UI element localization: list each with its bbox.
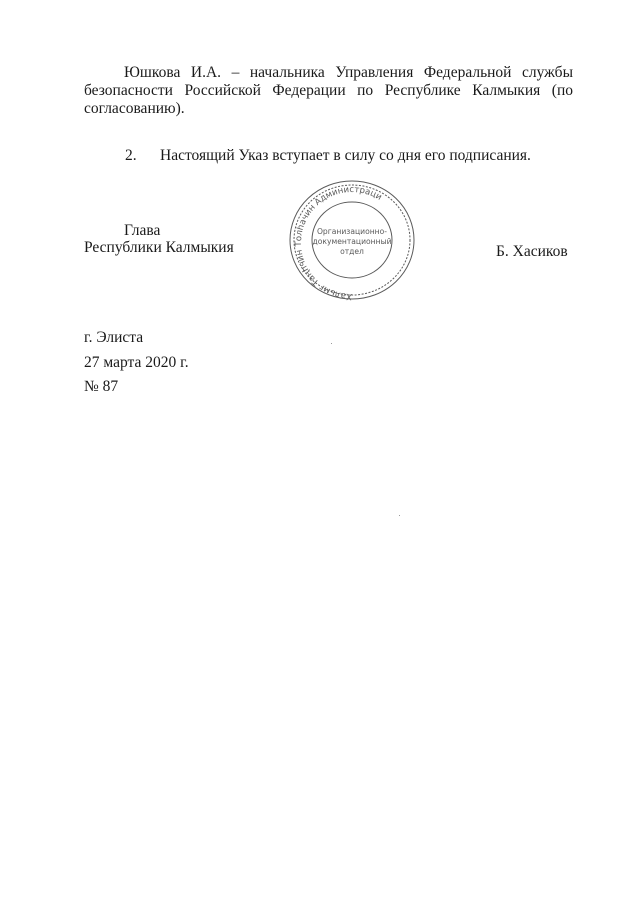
paragraph-line-3: согласованию). [84, 100, 185, 117]
appointment-paragraph [84, 64, 573, 118]
official-seal [284, 178, 420, 302]
issue-date: 27 марта 2020 г. [84, 354, 189, 371]
signer-title-line-1: Глава [124, 222, 161, 239]
paragraph-line-2: безопасности Российской Федерации по Республике Калмыкия (по [84, 82, 573, 99]
seal-inner-text-3: отдел [340, 247, 364, 256]
seal-inner-text-2: документационный [312, 237, 392, 246]
seal-inner-text-1: Организационно- [316, 227, 388, 236]
item-number: 2. [125, 147, 137, 164]
paragraph-line-1: Юшкова И.А. – начальника Управления Федеральной службы [124, 64, 573, 81]
item-text: Настоящий Указ вступает в силу со дня его подписания. [160, 147, 531, 164]
issue-city: г. Элиста [84, 329, 144, 346]
scan-speck [399, 515, 400, 516]
seal-outer-text: Хальмг Таңhчин Толhачин Администраци [293, 184, 384, 302]
signer-title-line-2: Республики Калмыкия [84, 239, 234, 256]
decree-number: № 87 [84, 378, 119, 395]
signer-name: Б. Хасиков [496, 243, 568, 260]
scan-speck [331, 343, 332, 344]
